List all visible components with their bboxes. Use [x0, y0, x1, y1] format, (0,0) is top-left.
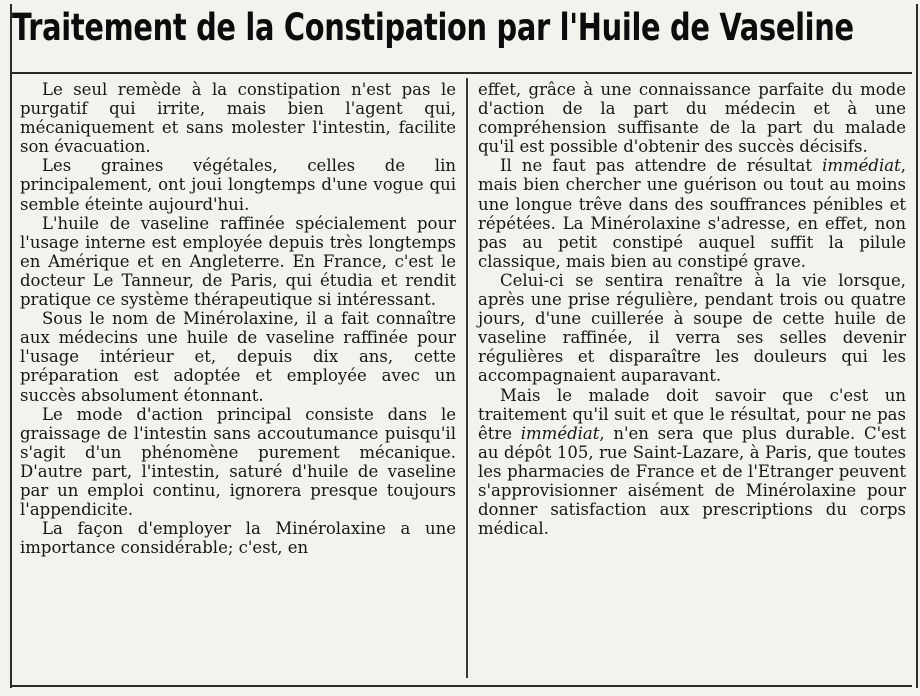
- paragraph-1: Le seul remède à la constipation n'est pas le purgatif qui irrite, mais bien l'agent qui, mécaniquement et sans molester l'intestin, facilite son évacuation.: [20, 80, 456, 157]
- article-title: Traitement de la Constipation par l'Huile de Vaseline: [12, 6, 854, 49]
- paragraph-6: La façon d'employer la Minérolaxine a une importance considérable; c'est, en: [20, 519, 456, 558]
- paragraph-6-continued: effet, grâce à une connaissance parfaite du mode d'action de la part du médecin et à une compréhension suffisante de la part du malade qu'il est possible d'obtenir des succès décisifs.: [478, 80, 906, 157]
- paragraph-9-text-a: Mais le malade doit savoir que c'est un traitement qu'il suit et que le résultat, pour ne pas être: [478, 385, 906, 443]
- column-divider: [466, 78, 468, 678]
- paragraph-4: Sous le nom de Minérolaxine, il a fait connaître aux médecins une huile de vaseline raffinée pour l'usage intérieur et, depuis dix ans, cette préparation est adoptée et employée avec un succès absolument étonnant.: [20, 309, 456, 405]
- left-column: [20, 80, 456, 557]
- paragraph-9: [478, 386, 906, 539]
- paragraph-3: L'huile de vaseline raffinée spécialement pour l'usage interne est employée depuis très longtemps en Amérique et en Angleterre. En France, c'est le docteur Le Tanneur, de Paris, qui étudia et rendit pratique ce système thérapeutique si intéressant.: [20, 213, 456, 310]
- paragraph-7: [478, 156, 906, 271]
- paragraph-8: Celui-ci se sentira renaître à la vie lorsque, après une prise régulière, pendant trois ou quatre jours, d'une cuillerée à soupe de cette huile de vaseline raffinée, il verra ses selles devenir régulières et disparaître les douleurs qui les accompagnaient auparavant.: [478, 270, 906, 386]
- paragraph-2: Les graines végétales, celles de lin principalement, ont joui longtemps d'une vogue qui semble éteinte aujourd'hui.: [20, 156, 456, 214]
- paragraph-7-text-b: , mais bien chercher une guérison ou tout au moins une longue trêve dans des souffrances pénibles et répétées. La Minérolaxine s'adresse, en effet, non pas au petit constipé auquel suffit la pilule classique, mais bien au constipé grave.: [478, 156, 906, 271]
- title-rule: [12, 72, 912, 74]
- paragraph-7-emphasis: immédiat: [822, 156, 901, 176]
- paragraph-7-text-a: Il ne faut pas attendre de résultat: [500, 156, 823, 176]
- right-column: [478, 80, 906, 538]
- bottom-rule: [12, 685, 912, 687]
- paragraph-9-emphasis: immédiat: [520, 423, 600, 443]
- paragraph-9-text-b: , n'en sera que plus durable. C'est au dépôt 105, rue Saint-Lazare, à Paris, que toutes les pharmacies de France et de l'Etranger peuvent s'approvisionner aisément de Minérolaxine pour donner satisfaction aux prescriptions du corps médical.: [478, 423, 906, 539]
- paragraph-5: Le mode d'action principal consiste dans le graissage de l'intestin sans accoutumance puisqu'il s'agit d'un phénomène purement mécanique. D'autre part, l'intestin, saturé d'huile de vaseline par un emploi continu, ignorera presque toujours l'appendicite.: [20, 404, 456, 520]
